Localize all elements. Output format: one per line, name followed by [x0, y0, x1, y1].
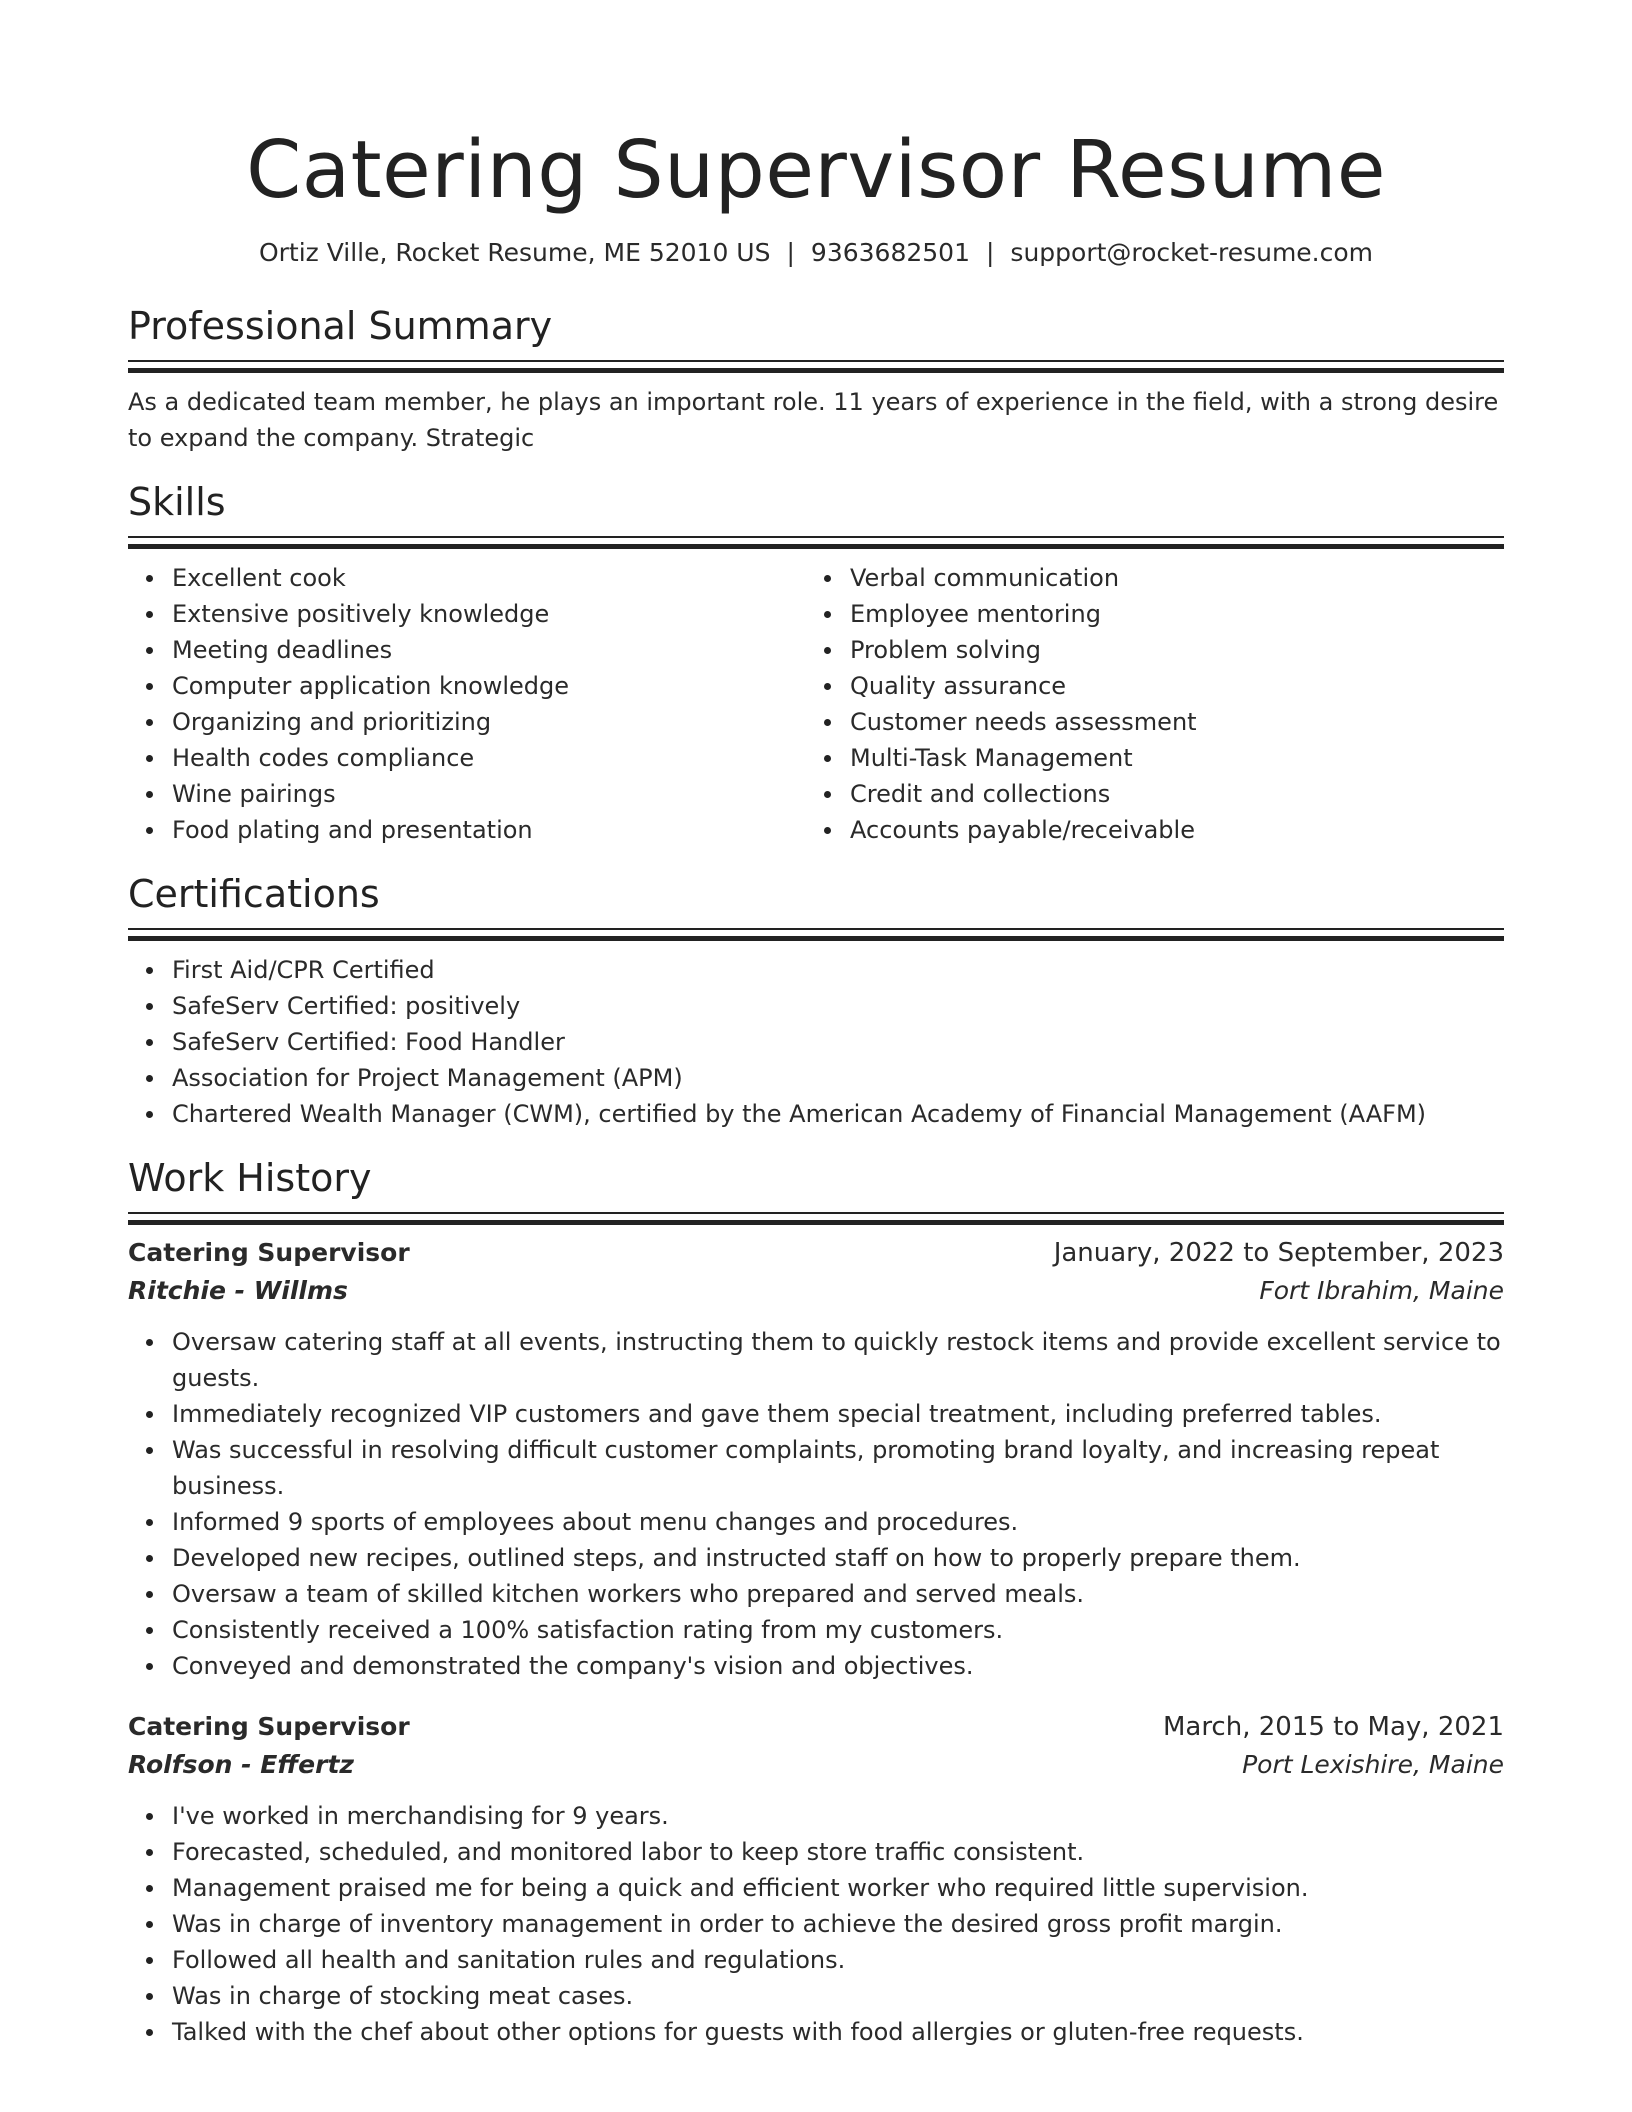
- certifications-list: [128, 952, 1504, 1132]
- job-duties-list: [128, 1324, 1504, 1684]
- list-item: Extensive positively knowledge: [172, 596, 806, 632]
- work-history-section: [128, 1154, 1504, 2050]
- contact-line: [128, 236, 1504, 270]
- summary-section: [128, 302, 1504, 456]
- job-dates: January, 2022 to September, 2023: [1053, 1238, 1504, 1268]
- skills-grid: [128, 560, 1504, 848]
- job-header: [128, 1234, 1504, 1272]
- job-entry: [128, 1708, 1504, 2050]
- job-entry: [128, 1234, 1504, 1684]
- list-item: Computer application knowledge: [172, 668, 806, 704]
- list-item: Health codes compliance: [172, 740, 806, 776]
- job-title: Catering Supervisor: [128, 1712, 410, 1741]
- section-divider: [128, 360, 1504, 372]
- job-company: Ritchie - Willms: [128, 1276, 348, 1305]
- job-header: [128, 1708, 1504, 1746]
- list-item: SafeServ Certified: positively: [172, 988, 1504, 1024]
- list-item: Wine pairings: [172, 776, 806, 812]
- job-location: Fort Ibrahim, Maine: [1259, 1276, 1504, 1305]
- list-item: Credit and collections: [850, 776, 1484, 812]
- summary-text: As a dedicated team member, he plays an important role. 11 years of experience in the field, with a strong desire to expand the company. Strategic: [128, 388, 1499, 452]
- contact-email: support@rocket-resume.com: [1010, 238, 1374, 267]
- list-item: Was successful in resolving difficult customer complaints, promoting brand loyalty, and increasing repeat business.: [172, 1432, 1504, 1504]
- list-item: First Aid/CPR Certified: [172, 952, 1504, 988]
- skills-list-left: [128, 560, 806, 848]
- list-item: Quality assurance: [850, 668, 1484, 704]
- section-divider: [128, 536, 1504, 548]
- job-location: Port Lexishire, Maine: [1242, 1750, 1504, 1779]
- list-item: I've worked in merchandising for 9 years.: [172, 1798, 1504, 1834]
- contact-separator: |: [985, 238, 995, 267]
- list-item: Association for Project Management (APM): [172, 1060, 1504, 1096]
- job-dates: March, 2015 to May, 2021: [1162, 1712, 1504, 1742]
- list-item: Forecasted, scheduled, and monitored labor to keep store traffic consistent.: [172, 1834, 1504, 1870]
- list-item: Accounts payable/receivable: [850, 812, 1484, 848]
- summary-heading: Professional Summary: [128, 304, 553, 348]
- job-title: Catering Supervisor: [128, 1238, 410, 1267]
- list-item: Was in charge of stocking meat cases.: [172, 1978, 1504, 2014]
- list-item: Consistently received a 100% satisfaction rating from my customers.: [172, 1612, 1504, 1648]
- list-item: Oversaw catering staff at all events, instructing them to quickly restock items and provide excellent service to guests.: [172, 1324, 1504, 1396]
- list-item: Oversaw a team of skilled kitchen workers who prepared and served meals.: [172, 1576, 1504, 1612]
- list-item: Immediately recognized VIP customers and gave them special treatment, including preferred tables.: [172, 1396, 1504, 1432]
- list-item: Management praised me for being a quick and efficient worker who required little supervision.: [172, 1870, 1504, 1906]
- list-item: Customer needs assessment: [850, 704, 1484, 740]
- list-item: Chartered Wealth Manager (CWM), certified by the American Academy of Financial Management (AAFM): [172, 1096, 1504, 1132]
- list-item: Was in charge of inventory management in order to achieve the desired gross profit margin.: [172, 1906, 1504, 1942]
- contact-address: Ortiz Ville, Rocket Resume, ME 52010 US: [258, 238, 771, 267]
- job-subheader: [128, 1746, 1504, 1784]
- list-item: Verbal communication: [850, 560, 1484, 596]
- skills-heading: Skills: [128, 480, 226, 524]
- list-item: SafeServ Certified: Food Handler: [172, 1024, 1504, 1060]
- skills-column-left: [128, 560, 806, 848]
- list-item: Informed 9 sports of employees about menu changes and procedures.: [172, 1504, 1504, 1540]
- certifications-heading: Certifications: [128, 872, 380, 916]
- contact-separator: |: [786, 238, 795, 267]
- resume-page: [128, 0, 1504, 2050]
- job-duties-list: [128, 1798, 1504, 2050]
- skills-column-right: [806, 560, 1484, 848]
- list-item: Followed all health and sanitation rules and regulations.: [172, 1942, 1504, 1978]
- list-item: Food plating and presentation: [172, 812, 806, 848]
- page-title: Catering Supervisor Resume: [246, 124, 1386, 216]
- skills-section: [128, 478, 1504, 848]
- job-subheader: [128, 1272, 1504, 1310]
- work-history-heading: Work History: [128, 1156, 372, 1200]
- section-divider: [128, 928, 1504, 940]
- section-divider: [128, 1212, 1504, 1224]
- list-item: Conveyed and demonstrated the company's vision and objectives.: [172, 1648, 1504, 1684]
- list-item: Multi-Task Management: [850, 740, 1484, 776]
- list-item: Talked with the chef about other options for guests with food allergies or gluten-free requests.: [172, 2014, 1504, 2050]
- list-item: Developed new recipes, outlined steps, and instructed staff on how to properly prepare them.: [172, 1540, 1504, 1576]
- list-item: Excellent cook: [172, 560, 806, 596]
- contact-phone: 9363682501: [810, 238, 970, 267]
- list-item: Meeting deadlines: [172, 632, 806, 668]
- list-item: Employee mentoring: [850, 596, 1484, 632]
- certifications-section: [128, 870, 1504, 1132]
- list-item: Problem solving: [850, 632, 1484, 668]
- list-item: Organizing and prioritizing: [172, 704, 806, 740]
- skills-list-right: [806, 560, 1484, 848]
- job-company: Rolfson - Effertz: [128, 1750, 354, 1779]
